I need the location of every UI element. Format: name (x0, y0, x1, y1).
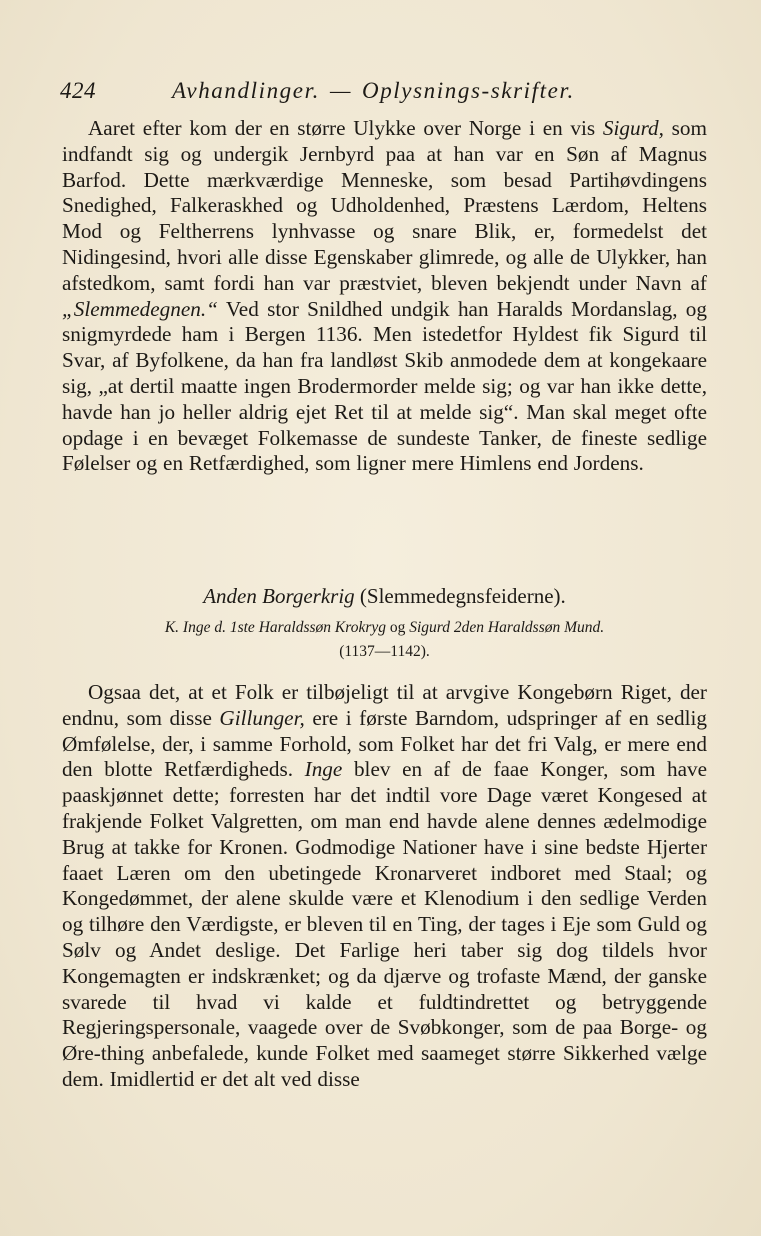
section-heading-rest: (Slemmedegnsfeiderne). (354, 584, 566, 608)
paragraph-2-text-a: Ogsaa det, at et Folk er tilbøjeligt til at arvgive Kongebørn Riget, der endnu, som disse (62, 680, 707, 730)
subheading-og: og (386, 619, 410, 636)
section-heading-italic: Anden Borgerkrig (203, 584, 355, 608)
section-heading (62, 582, 707, 610)
paragraph-1-text-b: som indfandt sig og undergik Jernbyrd paa at han var en Søn af Magnus Barfod. Dette mærkværdige Menneske, som besad Partihøvdingens Snedighed, Falkeraskhed og Udholdenhed, Præstens Lærdom, Heltens Mod og Feltherrens lynhvasse og snare Blik, er, formedelst det Nidingesind, hvori alle disse Egenskaber glimrede, og alle de Ulykker, han afstedkom, samt fordi han var præstviet, bleven bekjendt under Navn af (62, 116, 707, 295)
page-number: 424 (60, 78, 96, 103)
paragraph-1-text-c: Ved stor Snildhed undgik han Haralds Mordanslag, og snigmyrdede ham i Bergen 1136. Men istedetfor Hyldest fik Sigurd til Svar, af Byfolkene, da han fra landløst Skib anmodede dem at kongekaare sig, „at dertil maatte ingen Brodermorder melde sig; og var han ikke dette, havde han jo heller aldrig ejet Ret til at melde sig“. Man skal meget ofte opdage i en bevæget Folkemasse de sundeste Tanker, de fineste sedlige Følelser og en Retfærdighed, som ligner mere Himlens end Jordens. (62, 296, 707, 476)
header-section: Avhandlinger. (172, 78, 320, 103)
subheading-king-inge: K. Inge d. 1ste Haraldssøn Krokryg (164, 619, 386, 636)
header-dash: — (329, 78, 352, 103)
running-header (60, 78, 710, 110)
paragraph-2 (62, 680, 707, 1093)
subheading-sigurd: Sigurd 2den Haraldssøn Mund. (409, 619, 605, 636)
paragraph-2-italic-inge: Inge (304, 757, 343, 782)
section-subheading (62, 618, 707, 638)
paragraph-2-italic-gillunger: Gillunger, (219, 705, 305, 730)
paragraph-1 (62, 116, 707, 477)
paragraph-2-text-b: ere i første Barndom, udspringer af en sedlig Ømfølelse, der, i samme Forhold, som Folket har det fri Valg, er mere end den blotte Retfærdigheds. (62, 705, 707, 782)
paragraph-1-text-a: Aaret efter kom der en større Ulykke over Norge i en vis (88, 116, 603, 140)
paragraph-1-italic-slemmedegnen: „Slemmedegnen.“ (62, 296, 218, 321)
paragraph-1-italic-sigurd: Sigurd, (602, 116, 664, 140)
header-subsection: Oplysnings-skrifter. (362, 78, 575, 103)
paragraph-2-text-c: blev en af de faae Konger, som have paaskjønnet dette; forresten har det indtil vore Dage været Kongesed at frakjende Folket Valgretten, om man end havde alene dennes ædelmodige Brug at takke for Kronen. Godmodige Nationer have i sine bedste Hjerter faaet Læren om den ubetingede Kronarveret indboret med Staal; og Kongedømmet, der alene skulde være et Klenodium i den sedlige Verden og tilhøre den Værdigste, er bleven til en Ting, der tages i Eje som Guld og Sølv og Andet deslige. Det Farlige heri taber sig dog tildels hvor Kongemagten er indskrænket; og da djærve og trofaste Mænd, der ganske svarede til hvad vi kalde et fuldtindrettet og betryggende Regjeringspersonale, vaagede over de Svøbkonger, som de paa Borge- og Øre-thing anbefalede, kunde Folket med saameget større Sikkerhed vælge dem. Imidlertid er det alt ved disse (62, 757, 707, 1091)
section-years: (1137—1142). (339, 643, 430, 660)
header-title (172, 78, 575, 104)
